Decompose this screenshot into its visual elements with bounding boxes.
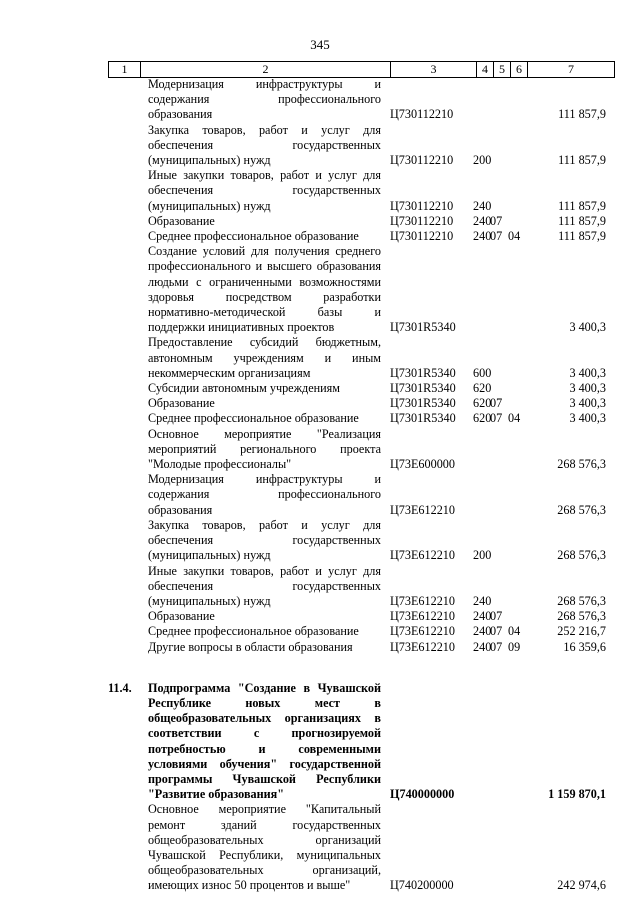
table-row [0, 77, 640, 123]
row-amount: 16 359,6 [563, 639, 606, 654]
row-section: 07 [490, 624, 503, 639]
row-name: Закупка товаров, работ и услуг для обеспечения государственных (муниципальных) нужд [148, 122, 381, 168]
row-expense-type: 240 [473, 624, 492, 639]
row-name: Иные закупки товаров, работ и услуг для обеспечения государственных (муниципальных) нужд [148, 563, 381, 608]
table-row [0, 640, 640, 655]
row-expense-type: 240 [473, 593, 492, 608]
header-col-3: 3 [390, 62, 476, 77]
table-header [108, 61, 615, 78]
table-row [0, 564, 640, 610]
row-expense-type: 620 [473, 411, 492, 426]
row-name: Модернизация инфраструктуры и содержания профессионального образования [148, 77, 381, 122]
row-section: 07 [490, 229, 503, 244]
row-expense-type: 240 [473, 609, 492, 624]
row-name: Модернизация инфраструктуры и содержания профессионального образования [148, 472, 381, 517]
row-subsection: 04 [508, 229, 521, 244]
row-amount: 268 576,3 [557, 457, 606, 472]
row-name: Иные закупки товаров, работ и услуг для обеспечения государственных (муниципальных) нужд [148, 168, 381, 213]
row-code: Ц73Е600000 [390, 457, 455, 472]
row-code: Ц73Е612210 [390, 548, 455, 563]
row-amount: 268 576,3 [557, 609, 606, 624]
row-expense-type: 240 [473, 198, 492, 213]
row-subsection: 04 [508, 624, 521, 639]
row-section: 07 [490, 609, 503, 624]
row-expense-type: 240 [473, 639, 492, 654]
row-amount: 111 857,9 [558, 213, 606, 228]
table-row [0, 472, 640, 518]
row-name: Среднее профессиональное образование [148, 411, 359, 426]
table-row [0, 335, 640, 381]
table-row [0, 411, 640, 426]
row-section: 07 [490, 213, 503, 228]
row-amount: 3 400,3 [569, 396, 606, 411]
row-code: Ц730112210 [390, 153, 454, 168]
row-name: Создание условий для получения среднего профессионального и высшего образования людьми с ограниченными возможностями здоровья посредством разработки нормативно-методической базы и поддержки инициативных проектов [148, 244, 381, 335]
row-amount: 111 857,9 [558, 153, 606, 168]
row-name: Среднее профессиональное образование [148, 229, 359, 244]
table-row [0, 518, 640, 564]
row-name: Другие вопросы в области образования [148, 639, 353, 654]
row-code: Ц7301R5340 [390, 381, 456, 396]
row-name: Образование [148, 213, 215, 228]
row-code: Ц73Е612210 [390, 609, 455, 624]
row-section: 07 [490, 411, 503, 426]
row-section: 07 [490, 396, 503, 411]
row-code: Ц7301R5340 [390, 365, 456, 380]
row-amount: 3 400,3 [569, 365, 606, 380]
row-code: Ц740200000 [390, 878, 454, 893]
row-amount: 242 974,6 [557, 878, 606, 893]
row-code: Ц730112210 [390, 198, 454, 213]
row-code: Ц7301R5340 [390, 411, 456, 426]
budget-table-body [0, 77, 640, 894]
row-name: Предоставление субсидий бюджетным, автономным учреждениям и иным некоммерческим организациям [148, 335, 381, 380]
row-amount: 1 159 870,1 [548, 787, 606, 802]
row-amount: 3 400,3 [569, 381, 606, 396]
row-name: Образование [148, 609, 215, 624]
row-name: Подпрограмма "Создание в Чувашской Республике новых мест в общеобразовательных организациях в соответствии с прогнозируемой потребностью и современными условиями обучения" государственной программы Чувашской Республики "Развитие образования" [148, 680, 381, 802]
table-row [0, 214, 640, 229]
header-col-5: 5 [493, 62, 510, 77]
header-col-6: 6 [510, 62, 527, 77]
header-col-7: 7 [527, 62, 615, 77]
row-name: Субсидии автономным учреждениям [148, 381, 340, 396]
row-subsection: 09 [508, 639, 521, 654]
row-amount: 268 576,3 [557, 593, 606, 608]
table-row [0, 802, 640, 893]
header-col-4: 4 [476, 62, 493, 77]
row-expense-type: 240 [473, 213, 492, 228]
row-amount: 268 576,3 [557, 548, 606, 563]
row-amount: 111 857,9 [558, 229, 606, 244]
table-row [0, 244, 640, 335]
row-code: Ц7301R5340 [390, 396, 456, 411]
header-col-1: 1 [108, 62, 140, 77]
table-row [0, 229, 640, 244]
row-expense-type: 620 [473, 396, 492, 411]
row-expense-type: 200 [473, 548, 492, 563]
row-code: Ц7301R5340 [390, 320, 456, 335]
header-col-2: 2 [140, 62, 390, 77]
row-code: Ц730112210 [390, 229, 454, 244]
table-row [0, 427, 640, 473]
row-expense-type: 620 [473, 381, 492, 396]
row-amount: 3 400,3 [569, 320, 606, 335]
row-section: 07 [490, 639, 503, 654]
row-code: Ц730112210 [390, 107, 454, 122]
row-name: Основное мероприятие "Капитальный ремонт зданий государственных общеобразовательных организаций Чувашской Республики, муниципальных общеобразовательных организаций, имеющих износ 50 процентов и выше" [148, 802, 381, 893]
row-code: Ц73Е612210 [390, 624, 455, 639]
table-row [0, 609, 640, 624]
row-number: 11.4. [108, 680, 132, 695]
row-amount: 111 857,9 [558, 198, 606, 213]
row-code: Ц740000000 [390, 787, 455, 802]
row-expense-type: 600 [473, 365, 492, 380]
row-expense-type: 240 [473, 229, 492, 244]
table-row [0, 168, 640, 214]
table-row [0, 123, 640, 169]
row-amount: 3 400,3 [569, 411, 606, 426]
row-amount: 252 216,7 [557, 624, 606, 639]
row-amount: 268 576,3 [557, 502, 606, 517]
row-code: Ц73Е612210 [390, 639, 455, 654]
row-name: Образование [148, 396, 215, 411]
table-row [0, 396, 640, 411]
table-row [0, 624, 640, 639]
table-row [0, 681, 640, 803]
table-row [0, 381, 640, 396]
row-subsection: 04 [508, 411, 521, 426]
row-amount: 111 857,9 [558, 107, 606, 122]
page-number: 345 [310, 37, 330, 52]
row-name: Закупка товаров, работ и услуг для обеспечения государственных (муниципальных) нужд [148, 517, 381, 563]
row-code: Ц73Е612210 [390, 593, 455, 608]
row-name: Среднее профессиональное образование [148, 624, 359, 639]
row-code: Ц730112210 [390, 213, 454, 228]
row-expense-type: 200 [473, 153, 492, 168]
row-code: Ц73Е612210 [390, 502, 455, 517]
row-name: Основное мероприятие "Реализация мероприятий регионального проекта "Молодые профессионалы" [148, 426, 381, 472]
